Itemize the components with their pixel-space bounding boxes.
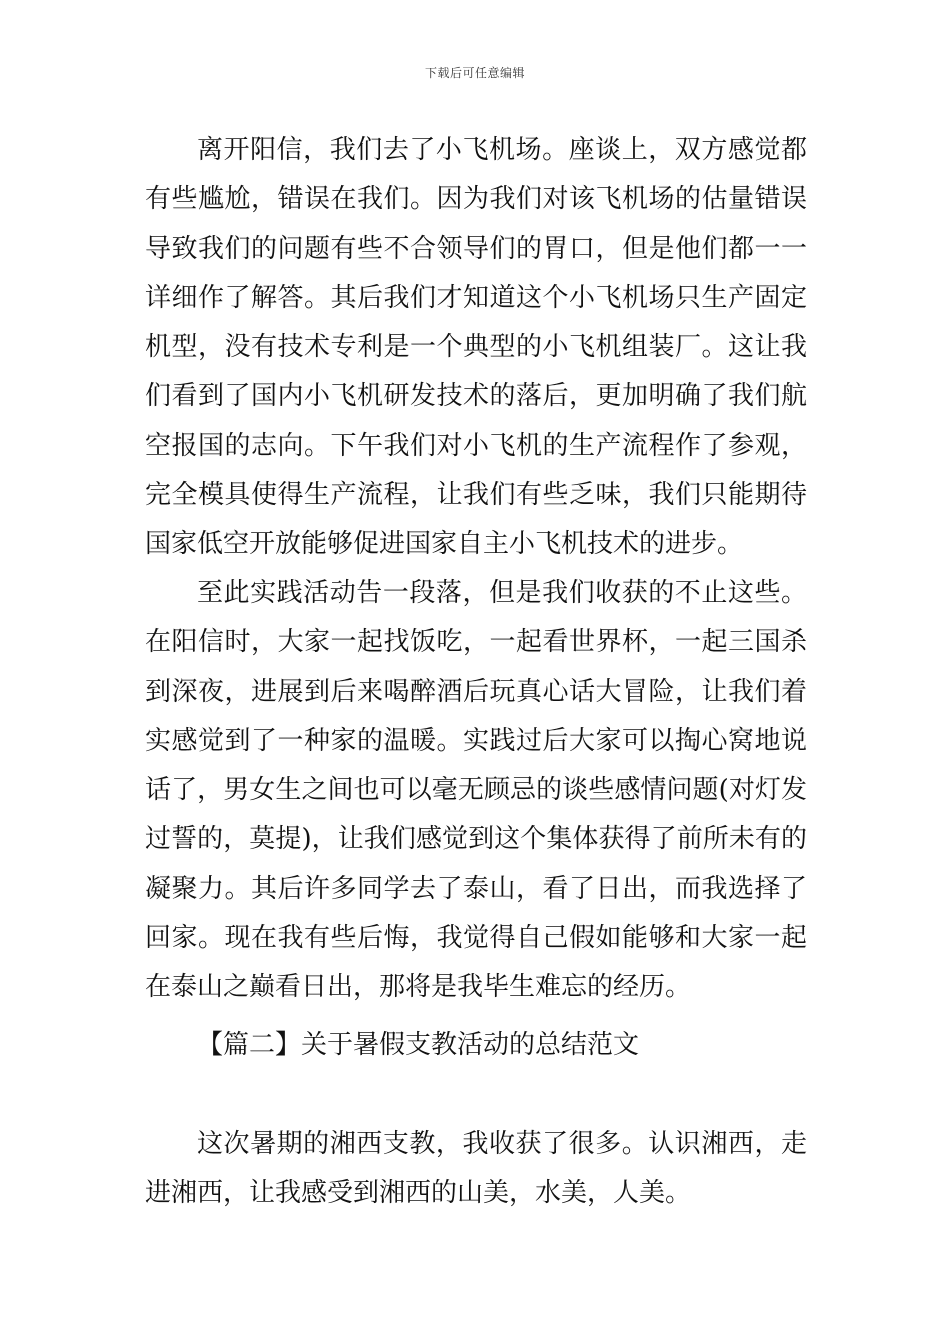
page-header-note: 下载后可任意编辑 <box>424 66 525 80</box>
section-heading: 【篇二】关于暑假支教活动的总结范文 <box>197 1030 640 1060</box>
paragraph-teaching-intro: 这次暑期的湘西支教，我收获了很多。认识湘西，走进湘西，让我感受到湘西的山美，水美，人美。 <box>145 1129 807 1209</box>
paragraph-airport-visit: 离开阳信，我们去了小飞机场。座谈上，双方感觉都有些尴尬，错误在我们。因为我们对该飞机场的估量错误导致我们的问题有些不合领导们的胃口，但是他们都一一详细作了解答。其后我们才知道这个小飞机场只生产固定机型，没有技术专利是一个典型的小飞机组装厂。这让我们看到了国内小飞机研发技术的落后，更加明确了我们航空报国的志向。下午我们对小飞机的生产流程作了参观，完全模具使得生产流程，让我们有些乏味，我们只能期待国家低空开放能够促进国家自主小飞机技术的进步。 <box>145 135 807 560</box>
paragraph-practice-summary: 至此实践活动告一段落，但是我们收获的不止这些。在阳信时，大家一起找饭吃，一起看世界杯，一起三国杀到深夜，进展到后来喝醉酒后玩真心话大冒险，让我们着实感觉到了一种家的温暖。实践过后大家可以掏心窝地说话了，男女生之间也可以毫无顾忌的谈些感情问题(对灯发过誓的，莫提)，让我们感觉到这个集体获得了前所未有的凝聚力。其后许多同学去了泰山，看了日出，而我选择了回家。现在我有些后悔，我觉得自己假如能够和大家一起在泰山之巅看日出，那将是我毕生难忘的经历。 <box>145 578 807 1003</box>
